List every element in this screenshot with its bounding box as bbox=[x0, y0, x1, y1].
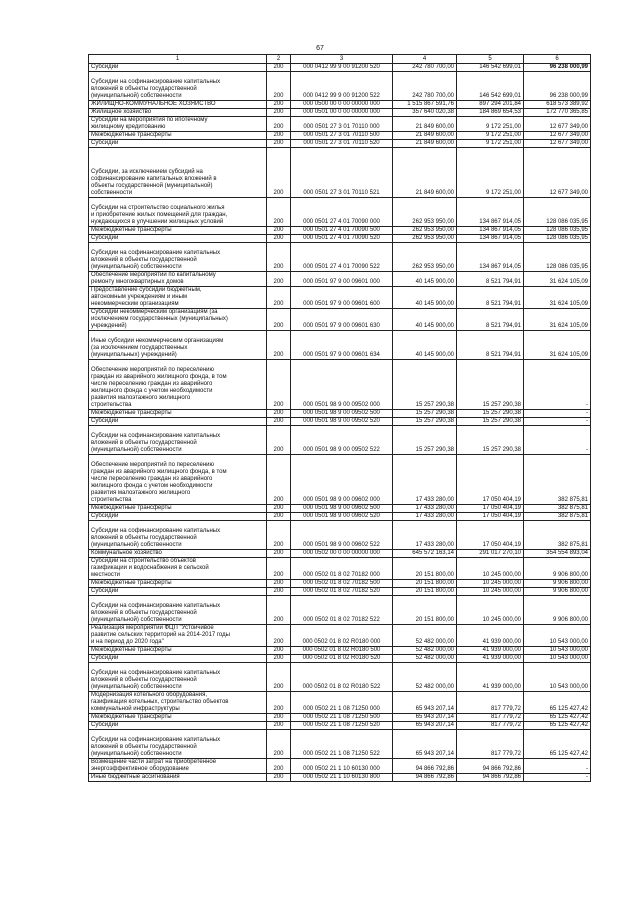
row-budget-code: 000 0501 27 4 01 70090 500 bbox=[291, 227, 393, 235]
row-name: Субсидии bbox=[89, 588, 267, 596]
row-line-code: 200 bbox=[267, 198, 291, 227]
row-remaining-amount: 65 125 427,42 bbox=[524, 722, 591, 730]
row-executed-amount: 291 017 270,10 bbox=[457, 550, 524, 558]
row-name: Субсидии bbox=[89, 513, 267, 521]
row-name: Межбюджетные трансферты bbox=[89, 647, 267, 655]
row-executed-amount: 9 172 251,00 bbox=[457, 132, 524, 140]
row-executed-amount: 10 245 000,00 bbox=[457, 596, 524, 625]
table-row bbox=[89, 140, 591, 148]
row-budget-code: 000 0501 98 9 00 09502 520 bbox=[291, 418, 393, 426]
row-approved-amount: 94 866 792,86 bbox=[393, 759, 457, 774]
table-row bbox=[89, 513, 591, 521]
row-line-code: 200 bbox=[267, 692, 291, 714]
row-executed-amount: 10 245 000,00 bbox=[457, 580, 524, 588]
row-approved-amount: 17 433 280,00 bbox=[393, 505, 457, 513]
row-approved-amount: 15 257 290,38 bbox=[393, 426, 457, 455]
row-budget-code: 000 0501 27 3 01 70110 000 bbox=[291, 117, 393, 132]
row-budget-code: 000 0502 01 8 02 R0180 520 bbox=[291, 655, 393, 663]
row-approved-amount: 15 257 290,38 bbox=[393, 418, 457, 426]
row-name: Субсидии, за исключением субсидий на софинансирование капитальных вложений в объекты государственной (муниципальной) собственности bbox=[89, 148, 267, 198]
row-executed-amount: 10 245 000,00 bbox=[457, 588, 524, 596]
row-remaining-amount: 31 624 105,09 bbox=[524, 272, 591, 287]
row-executed-amount: 817 779,72 bbox=[457, 730, 524, 759]
row-budget-code: 000 0501 98 9 00 09502 500 bbox=[291, 410, 393, 418]
row-line-code: 200 bbox=[267, 625, 291, 647]
row-remaining-amount: 128 086 035,95 bbox=[524, 227, 591, 235]
row-name: Коммунальное хозяйство bbox=[89, 550, 267, 558]
row-name: Субсидии на софинансирование капитальных вложений в объекты государственной (муниципальной) собственности bbox=[89, 426, 267, 455]
row-budget-code: 000 0501 00 0 00 00000 000 bbox=[291, 109, 393, 117]
table-row bbox=[89, 722, 591, 730]
row-line-code: 200 bbox=[267, 235, 291, 243]
row-approved-amount: 1 515 867 591,76 bbox=[393, 101, 457, 109]
row-remaining-amount: 96 238 000,99 bbox=[524, 64, 591, 72]
row-name: Межбюджетные трансферты bbox=[89, 580, 267, 588]
row-remaining-amount: 12 677 349,00 bbox=[524, 132, 591, 140]
row-name: ЖИЛИЩНО-КОММУНАЛЬНОЕ ХОЗЯЙСТВО bbox=[89, 101, 267, 109]
row-line-code: 200 bbox=[267, 410, 291, 418]
table-row bbox=[89, 714, 591, 722]
row-approved-amount: 242 780 700,00 bbox=[393, 72, 457, 101]
row-name: Субсидии bbox=[89, 235, 267, 243]
row-executed-amount: 897 294 201,84 bbox=[457, 101, 524, 109]
row-approved-amount: 52 482 000,00 bbox=[393, 655, 457, 663]
row-line-code: 200 bbox=[267, 505, 291, 513]
row-line-code: 200 bbox=[267, 418, 291, 426]
row-executed-amount: 134 867 914,05 bbox=[457, 243, 524, 272]
row-name: Субсидии на софинансирование капитальных вложений в объекты государственной (муниципальной) собственности bbox=[89, 521, 267, 550]
row-executed-amount: 15 257 290,38 bbox=[457, 418, 524, 426]
row-budget-code: 000 0500 00 0 00 00000 000 bbox=[291, 101, 393, 109]
table-row bbox=[89, 360, 591, 410]
row-remaining-amount: 128 086 035,95 bbox=[524, 235, 591, 243]
row-remaining-amount: 128 086 035,95 bbox=[524, 198, 591, 227]
row-approved-amount: 20 151 800,00 bbox=[393, 596, 457, 625]
row-budget-code: 000 0502 01 8 02 R0180 522 bbox=[291, 663, 393, 692]
row-approved-amount: 20 151 800,00 bbox=[393, 588, 457, 596]
column-number: 3 bbox=[291, 55, 393, 64]
row-remaining-amount: 9 906 800,00 bbox=[524, 596, 591, 625]
row-budget-code: 000 0501 27 3 01 70110 500 bbox=[291, 132, 393, 140]
table-row bbox=[89, 418, 591, 426]
row-budget-code: 000 0501 97 9 00 09601 630 bbox=[291, 309, 393, 331]
row-line-code: 200 bbox=[267, 655, 291, 663]
row-line-code: 200 bbox=[267, 140, 291, 148]
row-name: Обеспечение мероприятий по капитальному ремонту многоквартирных домов bbox=[89, 272, 267, 287]
table-row bbox=[89, 625, 591, 647]
row-name: Иные субсидии некоммерческим организациям (за исключением государственных (муниципальных) учреждений) bbox=[89, 331, 267, 360]
row-approved-amount: 15 257 290,38 bbox=[393, 360, 457, 410]
row-budget-code: 000 0412 99 9 00 91200 520 bbox=[291, 64, 393, 72]
row-executed-amount: 146 542 699,01 bbox=[457, 64, 524, 72]
table-row bbox=[89, 663, 591, 692]
row-approved-amount: 20 151 800,00 bbox=[393, 558, 457, 580]
table-row bbox=[89, 521, 591, 550]
row-line-code: 200 bbox=[267, 72, 291, 101]
row-line-code: 200 bbox=[267, 722, 291, 730]
row-executed-amount: 9 172 251,00 bbox=[457, 148, 524, 198]
row-name: Субсидии на софинансирование капитальных вложений в объекты государственной (муниципальной) собственности bbox=[89, 663, 267, 692]
row-executed-amount: 134 867 914,05 bbox=[457, 198, 524, 227]
row-remaining-amount: 618 573 389,92 bbox=[524, 101, 591, 109]
row-executed-amount: 41 939 000,00 bbox=[457, 625, 524, 647]
row-executed-amount: 8 521 794,91 bbox=[457, 331, 524, 360]
row-remaining-amount: 10 543 000,00 bbox=[524, 663, 591, 692]
row-approved-amount: 65 943 207,14 bbox=[393, 714, 457, 722]
row-name: Межбюджетные трансферты bbox=[89, 714, 267, 722]
row-executed-amount: 817 779,72 bbox=[457, 722, 524, 730]
row-executed-amount: 41 939 000,00 bbox=[457, 663, 524, 692]
row-approved-amount: 357 640 020,38 bbox=[393, 109, 457, 117]
row-line-code: 200 bbox=[267, 759, 291, 774]
row-remaining-amount: 382 875,81 bbox=[524, 521, 591, 550]
row-line-code: 200 bbox=[267, 272, 291, 287]
row-remaining-amount: 354 554 893,04 bbox=[524, 550, 591, 558]
row-remaining-amount: 9 906 800,00 bbox=[524, 588, 591, 596]
row-name: Субсидии bbox=[89, 64, 267, 72]
table-row bbox=[89, 109, 591, 117]
table-row bbox=[89, 655, 591, 663]
row-remaining-amount: 10 543 000,00 bbox=[524, 625, 591, 647]
row-executed-amount: 10 245 000,00 bbox=[457, 558, 524, 580]
row-remaining-amount: 12 677 349,00 bbox=[524, 140, 591, 148]
row-name: Реализация мероприятий ФЦП "Устойчивое развитие сельских территорий на 2014-2017 годы и на период до 2020 года" bbox=[89, 625, 267, 647]
table-row bbox=[89, 647, 591, 655]
row-line-code: 200 bbox=[267, 596, 291, 625]
table-row bbox=[89, 596, 591, 625]
row-line-code: 200 bbox=[267, 588, 291, 596]
row-approved-amount: 40 145 900,00 bbox=[393, 331, 457, 360]
row-line-code: 200 bbox=[267, 580, 291, 588]
row-remaining-amount: 65 125 427,42 bbox=[524, 730, 591, 759]
row-line-code: 200 bbox=[267, 550, 291, 558]
row-budget-code: 000 0501 97 9 00 09601 634 bbox=[291, 331, 393, 360]
row-remaining-amount: 31 624 105,09 bbox=[524, 331, 591, 360]
row-approved-amount: 40 145 900,00 bbox=[393, 309, 457, 331]
row-budget-code: 000 0501 27 4 01 70090 000 bbox=[291, 198, 393, 227]
row-executed-amount: 8 521 794,91 bbox=[457, 272, 524, 287]
row-name: Субсидии некоммерческим организациям (за исключением государственных (муниципальных) учреждений) bbox=[89, 309, 267, 331]
table-row bbox=[89, 505, 591, 513]
row-executed-amount: 146 542 699,01 bbox=[457, 72, 524, 101]
row-line-code: 200 bbox=[267, 647, 291, 655]
row-approved-amount: 262 953 950,00 bbox=[393, 198, 457, 227]
row-name: Обеспечение мероприятий по переселению граждан из аварийного жилищного фонда, в том числе переселению граждан из аварийного жилищного фонда с учетом необходимости развития малоэтажного жилищного строительства bbox=[89, 455, 267, 505]
row-remaining-amount: - bbox=[524, 759, 591, 774]
row-approved-amount: 17 433 280,00 bbox=[393, 513, 457, 521]
row-line-code: 200 bbox=[267, 730, 291, 759]
row-name: Субсидии bbox=[89, 722, 267, 730]
row-budget-code: 000 0501 98 9 00 09502 000 bbox=[291, 360, 393, 410]
row-remaining-amount: 31 624 105,09 bbox=[524, 309, 591, 331]
table-row bbox=[89, 558, 591, 580]
row-budget-code: 000 0501 97 9 00 09601 000 bbox=[291, 272, 393, 287]
table-row bbox=[89, 132, 591, 140]
row-line-code: 200 bbox=[267, 331, 291, 360]
row-line-code: 200 bbox=[267, 455, 291, 505]
table-row bbox=[89, 550, 591, 558]
row-line-code: 200 bbox=[267, 117, 291, 132]
row-name: Субсидии bbox=[89, 140, 267, 148]
row-name: Субсидии bbox=[89, 655, 267, 663]
row-budget-code: 000 0502 01 8 02 70182 520 bbox=[291, 588, 393, 596]
row-budget-code: 000 0502 21 1 08 71250 522 bbox=[291, 730, 393, 759]
table-row bbox=[89, 243, 591, 272]
row-remaining-amount: 9 906 800,00 bbox=[524, 558, 591, 580]
row-approved-amount: 52 482 000,00 bbox=[393, 647, 457, 655]
row-approved-amount: 262 953 950,00 bbox=[393, 243, 457, 272]
row-remaining-amount: 10 543 000,00 bbox=[524, 647, 591, 655]
table-row bbox=[89, 730, 591, 759]
table-row bbox=[89, 235, 591, 243]
table-row bbox=[89, 148, 591, 198]
column-number: 5 bbox=[457, 55, 524, 64]
table-row bbox=[89, 117, 591, 132]
row-executed-amount: 41 939 000,00 bbox=[457, 655, 524, 663]
row-executed-amount: 17 050 404,19 bbox=[457, 455, 524, 505]
row-approved-amount: 52 482 000,00 bbox=[393, 663, 457, 692]
row-name: Субсидии на строительство социального жилья и приобретение жилых помещений для граждан, нуждающихся в улучшении жилищных условий bbox=[89, 198, 267, 227]
row-remaining-amount: 172 770 365,85 bbox=[524, 109, 591, 117]
row-budget-code: 000 0501 27 3 01 70110 520 bbox=[291, 140, 393, 148]
table-row bbox=[89, 72, 591, 101]
row-remaining-amount: - bbox=[524, 360, 591, 410]
table-row bbox=[89, 692, 591, 714]
row-approved-amount: 52 482 000,00 bbox=[393, 625, 457, 647]
table-row bbox=[89, 227, 591, 235]
row-name: Субсидии bbox=[89, 418, 267, 426]
row-line-code: 200 bbox=[267, 101, 291, 109]
row-line-code: 200 bbox=[267, 426, 291, 455]
row-line-code: 200 bbox=[267, 714, 291, 722]
row-remaining-amount: - bbox=[524, 774, 591, 782]
table-row bbox=[89, 198, 591, 227]
row-line-code: 200 bbox=[267, 109, 291, 117]
row-remaining-amount: 128 086 035,95 bbox=[524, 243, 591, 272]
row-budget-code: 000 0412 99 9 00 91200 522 bbox=[291, 72, 393, 101]
row-name: Субсидии на софинансирование капитальных вложений в объекты государственной (муниципальной) собственности bbox=[89, 72, 267, 101]
column-number: 1 bbox=[89, 55, 267, 64]
row-name: Возмещение части затрат на приобретенное энергоэффективное оборудование bbox=[89, 759, 267, 774]
table-row bbox=[89, 759, 591, 774]
row-executed-amount: 817 779,72 bbox=[457, 714, 524, 722]
row-budget-code: 000 0502 21 1 10 60130 800 bbox=[291, 774, 393, 782]
table-row bbox=[89, 101, 591, 109]
table-row bbox=[89, 455, 591, 505]
column-number-row bbox=[89, 55, 591, 64]
row-executed-amount: 17 050 404,19 bbox=[457, 521, 524, 550]
budget-execution-table bbox=[88, 54, 591, 782]
row-budget-code: 000 0502 00 0 00 00000 000 bbox=[291, 550, 393, 558]
table-row bbox=[89, 410, 591, 418]
row-executed-amount: 15 257 290,38 bbox=[457, 410, 524, 418]
row-remaining-amount: 12 677 349,00 bbox=[524, 117, 591, 132]
row-line-code: 200 bbox=[267, 558, 291, 580]
row-line-code: 200 bbox=[267, 663, 291, 692]
row-name: Межбюджетные трансферты bbox=[89, 227, 267, 235]
table-row bbox=[89, 588, 591, 596]
row-budget-code: 000 0502 21 1 08 71250 520 bbox=[291, 722, 393, 730]
row-approved-amount: 242 780 700,00 bbox=[393, 64, 457, 72]
row-line-code: 200 bbox=[267, 132, 291, 140]
row-remaining-amount: - bbox=[524, 426, 591, 455]
row-approved-amount: 21 849 600,00 bbox=[393, 132, 457, 140]
row-name: Межбюджетные трансферты bbox=[89, 505, 267, 513]
row-executed-amount: 9 172 251,00 bbox=[457, 140, 524, 148]
row-line-code: 200 bbox=[267, 227, 291, 235]
row-executed-amount: 15 257 290,38 bbox=[457, 360, 524, 410]
table-row bbox=[89, 331, 591, 360]
row-line-code: 200 bbox=[267, 243, 291, 272]
page-number: 67 bbox=[316, 45, 324, 52]
row-budget-code: 000 0502 01 8 02 R0180 500 bbox=[291, 647, 393, 655]
row-executed-amount: 184 869 654,53 bbox=[457, 109, 524, 117]
table-row bbox=[89, 287, 591, 309]
row-name: Жилищное хозяйство bbox=[89, 109, 267, 117]
row-approved-amount: 40 145 900,00 bbox=[393, 287, 457, 309]
row-executed-amount: 41 939 000,00 bbox=[457, 647, 524, 655]
row-executed-amount: 17 050 404,19 bbox=[457, 513, 524, 521]
row-budget-code: 000 0502 01 8 02 70182 522 bbox=[291, 596, 393, 625]
row-executed-amount: 134 867 914,05 bbox=[457, 235, 524, 243]
row-remaining-amount: 12 677 349,00 bbox=[524, 148, 591, 198]
row-name: Субсидии на софинансирование капитальных вложений в объекты государственной (муниципальной) собственности bbox=[89, 243, 267, 272]
row-remaining-amount: - bbox=[524, 418, 591, 426]
row-executed-amount: 17 050 404,19 bbox=[457, 505, 524, 513]
row-executed-amount: 15 257 290,38 bbox=[457, 426, 524, 455]
row-name: Предоставление субсидий бюджетным, автономным учреждениям и иным некоммерческим организациям bbox=[89, 287, 267, 309]
row-executed-amount: 9 172 251,00 bbox=[457, 117, 524, 132]
row-budget-code: 000 0501 98 9 00 09602 500 bbox=[291, 505, 393, 513]
row-line-code: 200 bbox=[267, 513, 291, 521]
row-approved-amount: 15 257 290,38 bbox=[393, 410, 457, 418]
table-row bbox=[89, 580, 591, 588]
row-line-code: 200 bbox=[267, 64, 291, 72]
table-row bbox=[89, 774, 591, 782]
row-remaining-amount: 9 906 800,00 bbox=[524, 580, 591, 588]
row-remaining-amount: 10 543 000,00 bbox=[524, 655, 591, 663]
row-line-code: 200 bbox=[267, 287, 291, 309]
row-budget-code: 000 0502 01 8 02 R0180 000 bbox=[291, 625, 393, 647]
row-remaining-amount: 382 875,81 bbox=[524, 513, 591, 521]
row-approved-amount: 94 866 792,86 bbox=[393, 774, 457, 782]
row-budget-code: 000 0501 98 9 00 09602 520 bbox=[291, 513, 393, 521]
row-executed-amount: 8 521 794,91 bbox=[457, 309, 524, 331]
row-remaining-amount: 65 125 427,42 bbox=[524, 714, 591, 722]
row-executed-amount: 8 521 794,91 bbox=[457, 287, 524, 309]
row-remaining-amount: 382 875,81 bbox=[524, 505, 591, 513]
row-budget-code: 000 0501 27 4 01 70090 522 bbox=[291, 243, 393, 272]
row-name: Межбюджетные трансферты bbox=[89, 132, 267, 140]
row-line-code: 200 bbox=[267, 521, 291, 550]
row-budget-code: 000 0501 98 9 00 09602 000 bbox=[291, 455, 393, 505]
row-budget-code: 000 0501 98 9 00 09602 522 bbox=[291, 521, 393, 550]
row-remaining-amount: 96 238 000,99 bbox=[524, 72, 591, 101]
row-line-code: 200 bbox=[267, 360, 291, 410]
table-row bbox=[89, 272, 591, 287]
table-row bbox=[89, 309, 591, 331]
row-remaining-amount: 31 624 105,09 bbox=[524, 287, 591, 309]
row-remaining-amount: 382 875,81 bbox=[524, 455, 591, 505]
row-name: Модернизация котельного оборудования, газификация котельных, строительство объектов коммунальной инфраструктуры bbox=[89, 692, 267, 714]
row-line-code: 200 bbox=[267, 309, 291, 331]
table-row bbox=[89, 426, 591, 455]
column-number: 4 bbox=[393, 55, 457, 64]
row-approved-amount: 17 433 280,00 bbox=[393, 521, 457, 550]
row-budget-code: 000 0501 97 9 00 09601 600 bbox=[291, 287, 393, 309]
row-budget-code: 000 0501 27 4 01 70090 520 bbox=[291, 235, 393, 243]
row-budget-code: 000 0501 98 9 00 09502 522 bbox=[291, 426, 393, 455]
row-line-code: 200 bbox=[267, 148, 291, 198]
row-approved-amount: 65 943 207,14 bbox=[393, 730, 457, 759]
row-budget-code: 000 0502 01 8 02 70182 000 bbox=[291, 558, 393, 580]
row-name: Субсидии на софинансирование капитальных вложений в объекты государственной (муниципальной) собственности bbox=[89, 596, 267, 625]
row-executed-amount: 94 866 792,86 bbox=[457, 774, 524, 782]
row-budget-code: 000 0502 21 1 08 71250 500 bbox=[291, 714, 393, 722]
row-approved-amount: 21 849 600,00 bbox=[393, 140, 457, 148]
row-budget-code: 000 0501 27 3 01 70110 521 bbox=[291, 148, 393, 198]
row-approved-amount: 20 151 800,00 bbox=[393, 580, 457, 588]
row-remaining-amount: 65 125 427,42 bbox=[524, 692, 591, 714]
row-name: Обеспечение мероприятий по переселению граждан из аварийного жилищного фонда, в том числе переселению граждан из аварийного жилищного фонда с учетом необходимости развития малоэтажного жилищного строительства bbox=[89, 360, 267, 410]
row-budget-code: 000 0502 21 1 08 71250 000 bbox=[291, 692, 393, 714]
column-number: 2 bbox=[267, 55, 291, 64]
column-number: 6 bbox=[524, 55, 591, 64]
table-row bbox=[89, 64, 591, 72]
row-name: Межбюджетные трансферты bbox=[89, 410, 267, 418]
row-approved-amount: 17 433 280,00 bbox=[393, 455, 457, 505]
row-line-code: 200 bbox=[267, 774, 291, 782]
row-approved-amount: 65 943 207,14 bbox=[393, 722, 457, 730]
row-approved-amount: 262 953 950,00 bbox=[393, 227, 457, 235]
row-approved-amount: 21 849 600,00 bbox=[393, 148, 457, 198]
row-approved-amount: 645 572 163,14 bbox=[393, 550, 457, 558]
row-approved-amount: 65 943 207,14 bbox=[393, 692, 457, 714]
row-name: Иные бюджетные ассигнования bbox=[89, 774, 267, 782]
row-budget-code: 000 0502 01 8 02 70182 500 bbox=[291, 580, 393, 588]
row-name: Субсидии на строительство объектов газификации и водоснабжения в сельской местности bbox=[89, 558, 267, 580]
row-executed-amount: 817 779,72 bbox=[457, 692, 524, 714]
row-name: Субсидии на софинансирование капитальных вложений в объекты государственной (муниципальной) собственности bbox=[89, 730, 267, 759]
row-approved-amount: 21 849 600,00 bbox=[393, 117, 457, 132]
row-budget-code: 000 0502 21 1 10 60130 000 bbox=[291, 759, 393, 774]
row-executed-amount: 134 867 914,05 bbox=[457, 227, 524, 235]
row-approved-amount: 40 145 900,00 bbox=[393, 272, 457, 287]
row-approved-amount: 262 953 950,00 bbox=[393, 235, 457, 243]
row-name: Субсидии на мероприятия по ипотечному жилищному кредитованию bbox=[89, 117, 267, 132]
row-executed-amount: 94 866 792,86 bbox=[457, 759, 524, 774]
row-remaining-amount: - bbox=[524, 410, 591, 418]
